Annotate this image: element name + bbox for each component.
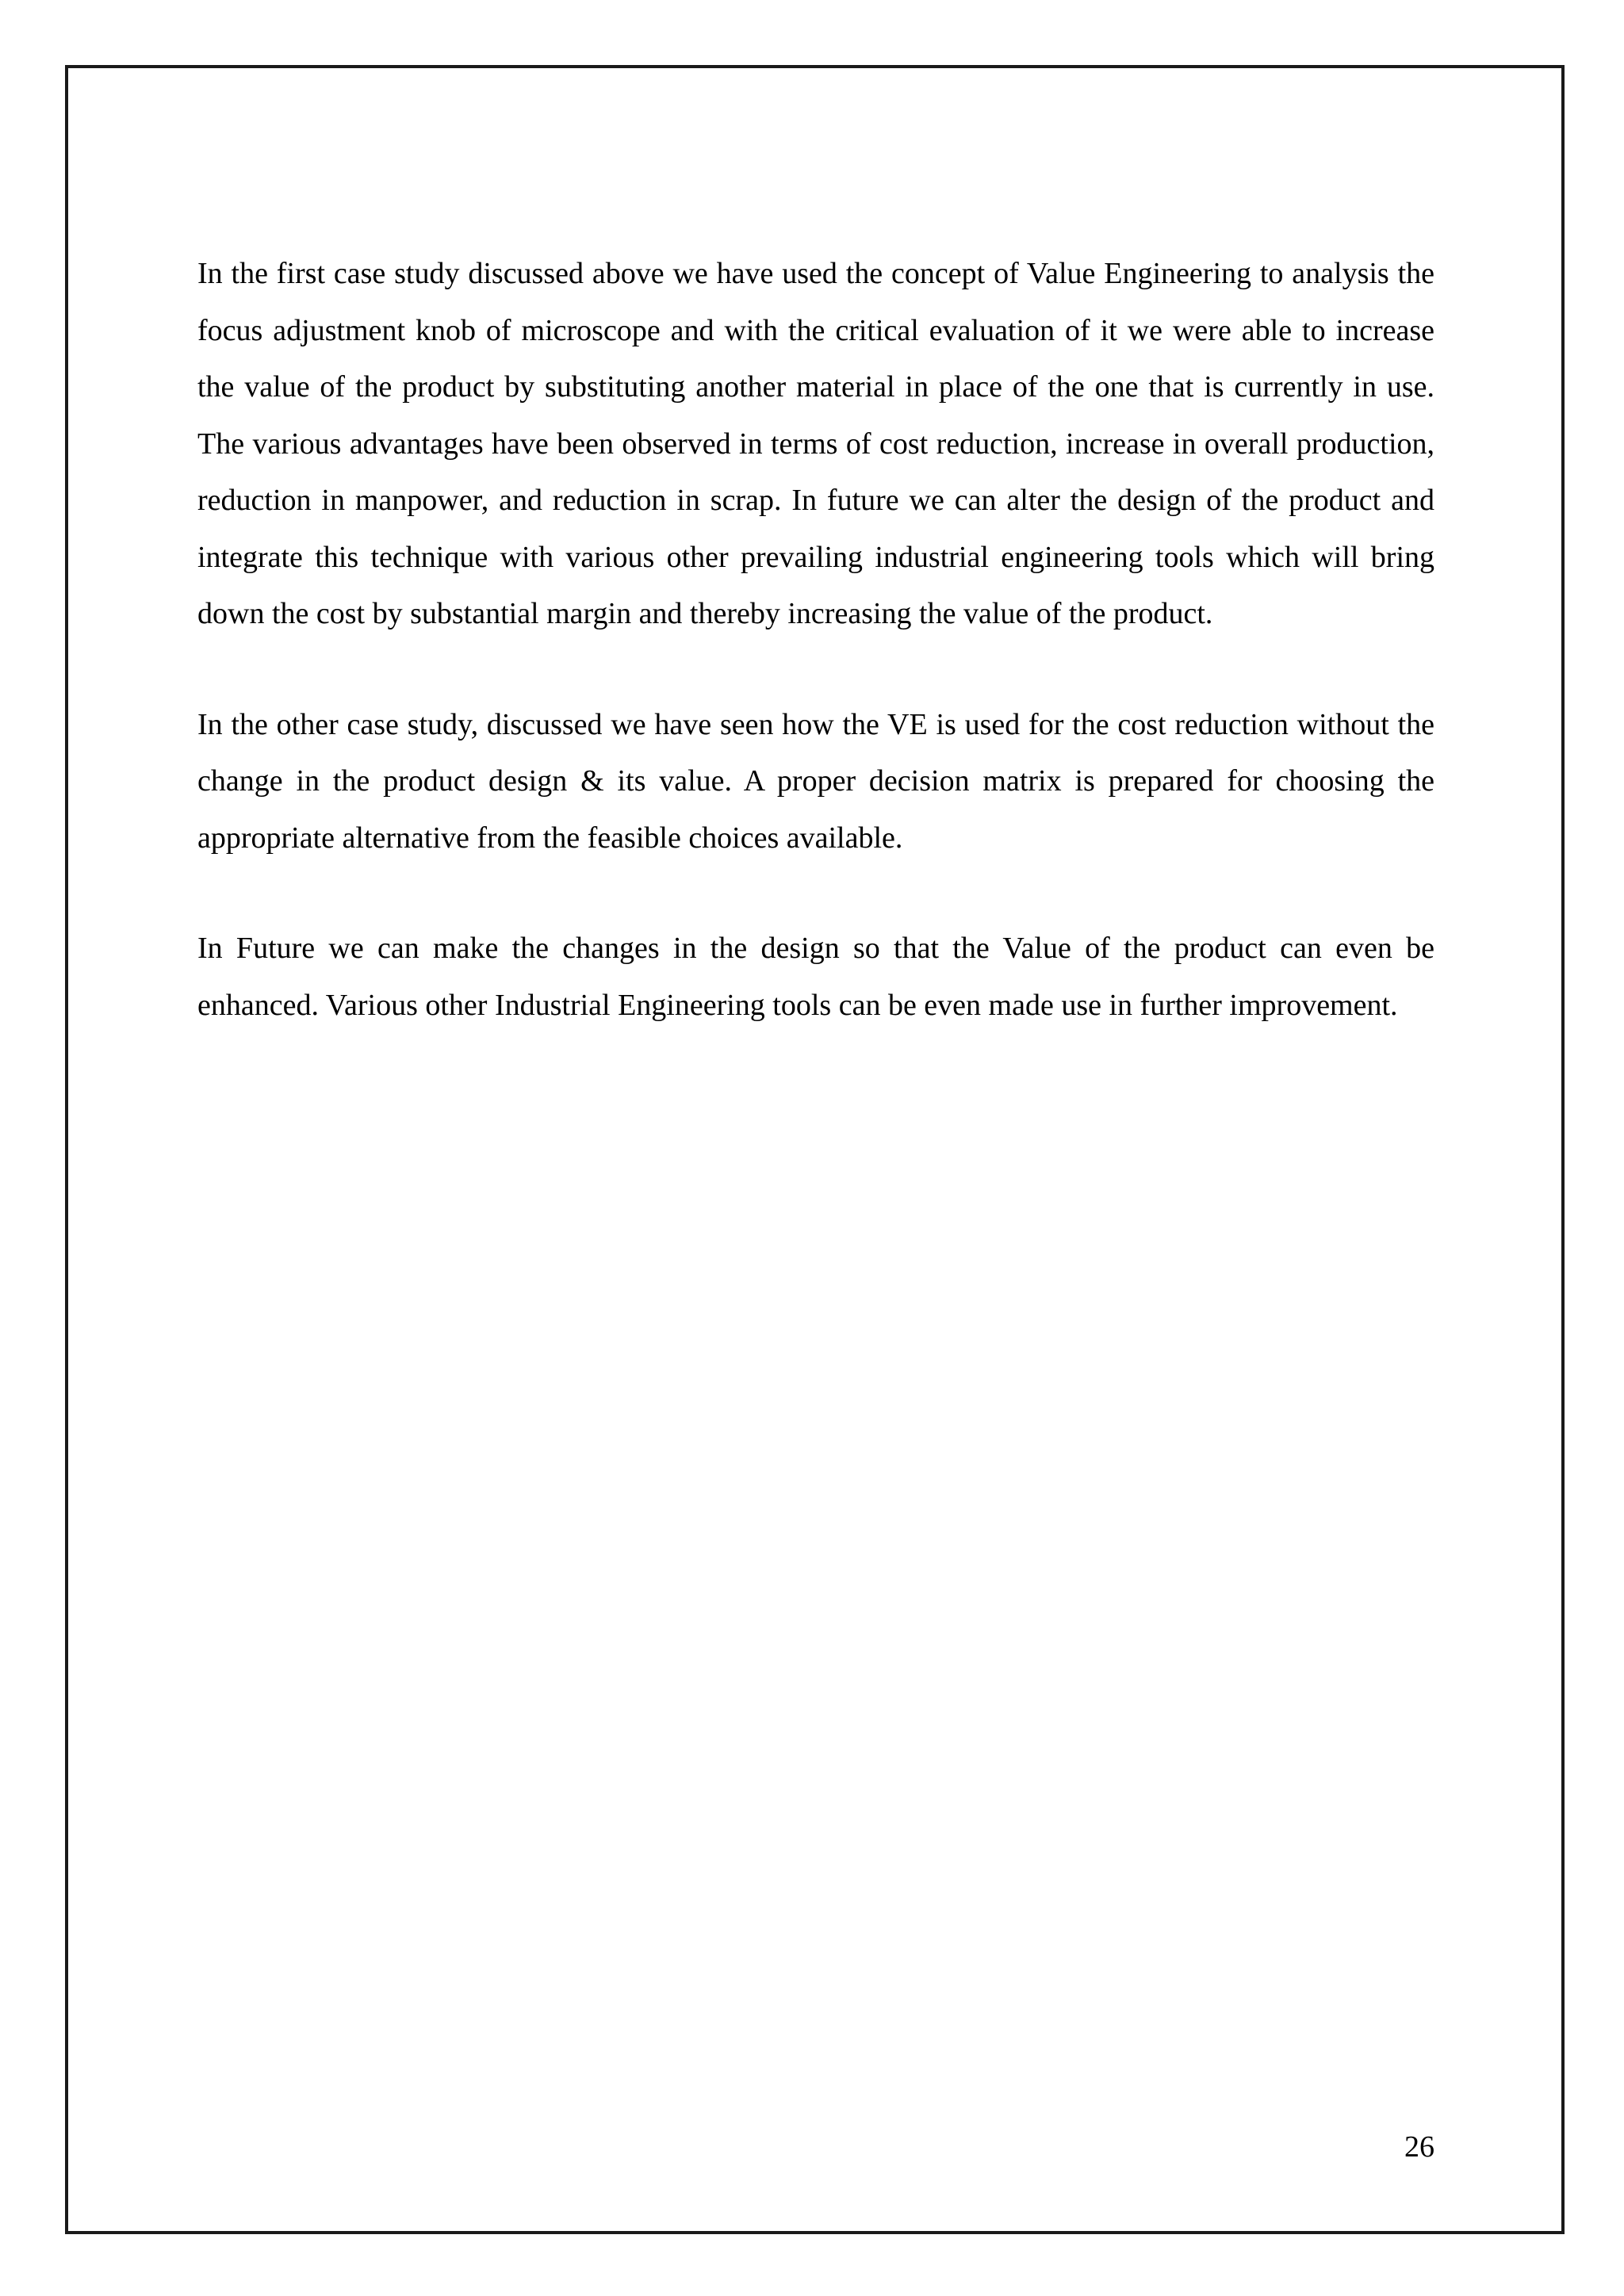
paragraph-2: In the other case study, discussed we have seen how the VE is used for the cost reduction without the change in the product design & its value. A proper decision matrix is prepared for choosing the appropriate alternative from the feasible choices available. xyxy=(197,707,1434,855)
page-number: 26 xyxy=(1404,2130,1434,2164)
document-body xyxy=(197,246,1434,1088)
paragraph-1: In the first case study discussed above we have used the concept of Value Engineering to analysis the focus adjustment knob of microscope and with the critical evaluation of it we were able to increase the value of the product by substituting another material in place of the one that is currently in use. The various advantages have been observed in terms of cost reduction, increase in overall production, reduction in manpower, and reduction in scrap. In future we can alter the design of the product and integrate this technique with various other prevailing industrial engineering tools which will bring down the cost by substantial margin and thereby increasing the value of the product. xyxy=(197,257,1434,630)
paragraph-3: In Future we can make the changes in the design so that the Value of the product can even be enhanced. Various other Industrial Engineering tools can be even made use in further improvement. xyxy=(197,932,1434,1022)
